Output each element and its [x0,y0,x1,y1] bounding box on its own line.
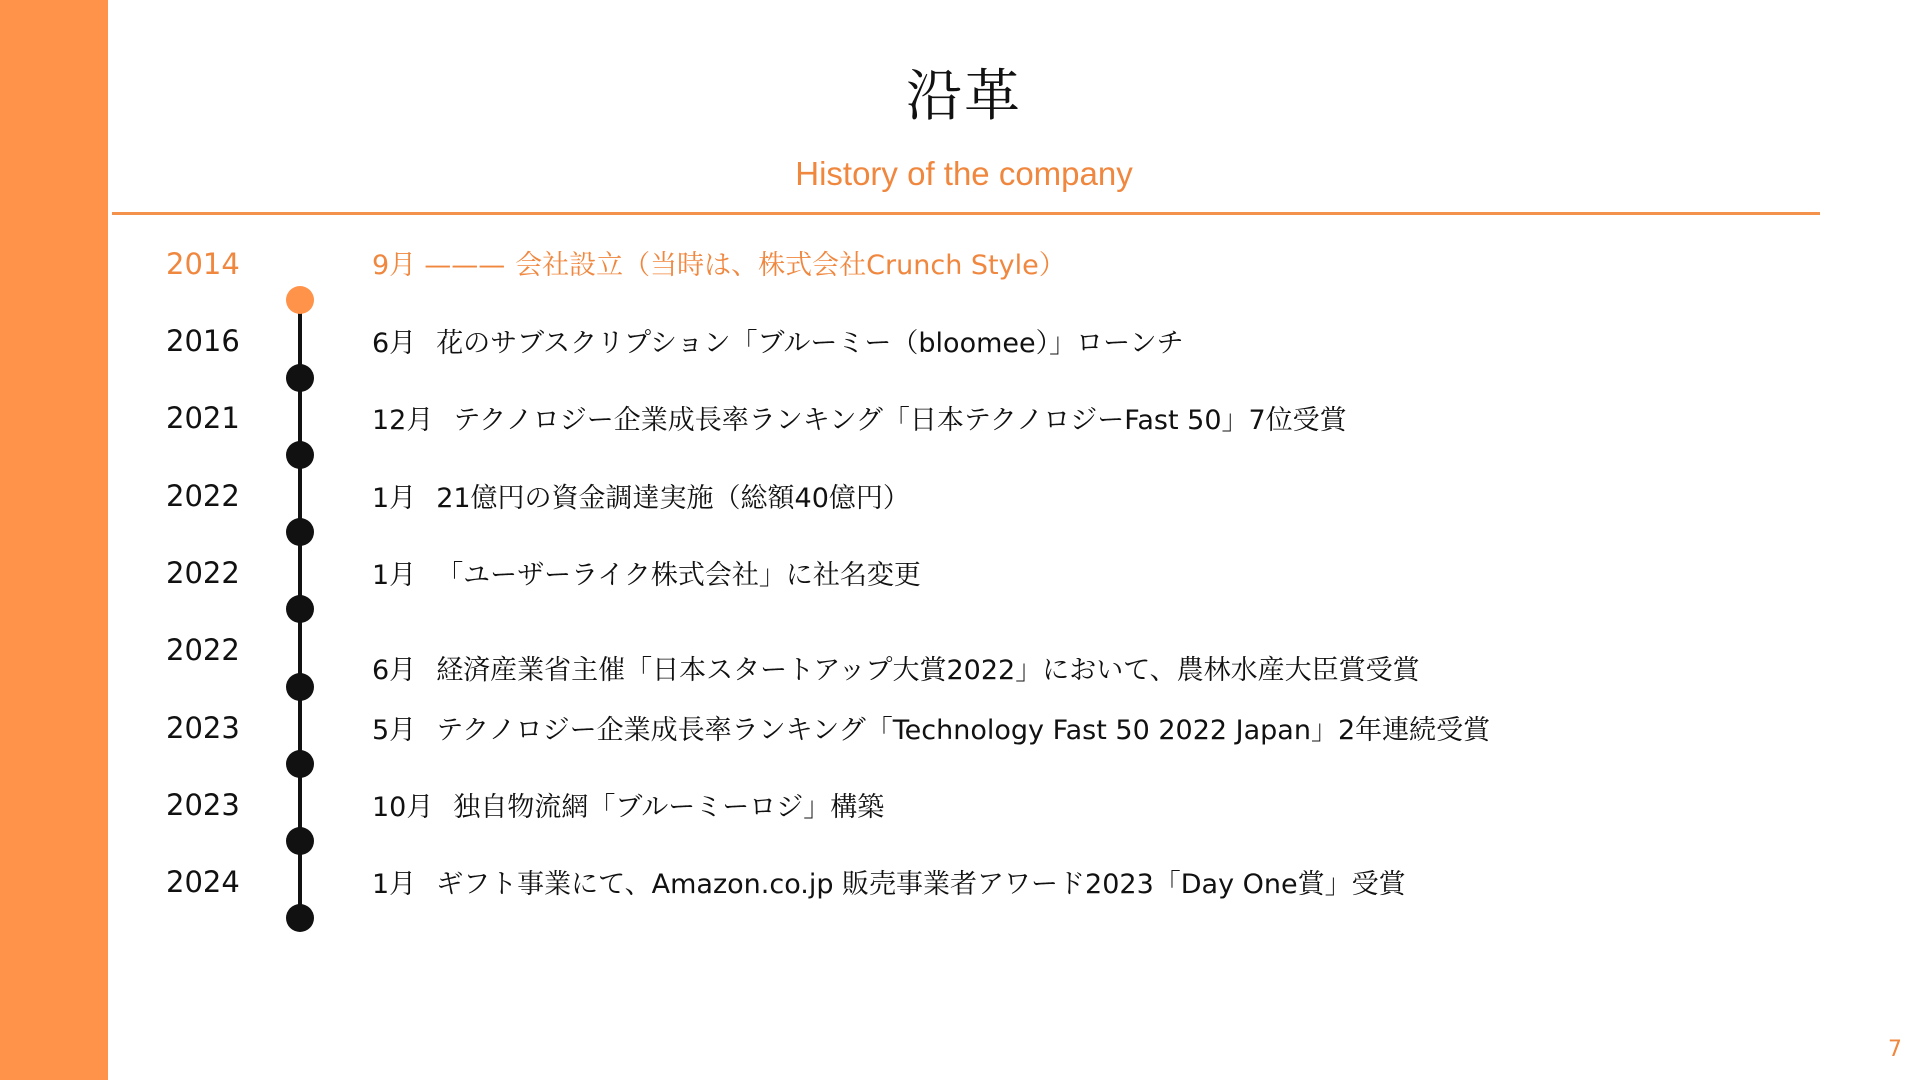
timeline-event [372,481,910,517]
timeline-dot-2022c [286,673,314,701]
event-month: 10月 [372,792,434,823]
timeline-dot-2023b [286,827,314,855]
timeline-event [372,867,1406,903]
timeline-event [372,248,1066,284]
event-month: 1月 [372,560,417,591]
event-text: 花のサブスクリプション「ブルーミー（bloomee）」ローンチ [436,328,1184,359]
timeline-event [372,403,1347,439]
event-month: 5月 [372,715,417,746]
timeline-event [372,326,1184,362]
event-text: テクノロジー企業成長率ランキング「日本テクノロジーFast 50」7位受賞 [453,405,1347,436]
event-text: 会社設立（当時は、株式会社Crunch Style） [515,250,1066,281]
timeline-dot-2014 [286,286,314,314]
slide-subtitle: History of the company [795,155,1133,192]
event-month: 12月 [372,405,434,436]
event-text: 経済産業省主催「日本スタートアップ大賞2022」において、農林水産大臣賞受賞 [436,655,1420,686]
timeline-year: 2023 [166,788,240,822]
timeline-event [372,653,1420,689]
timeline-event [372,713,1490,749]
event-text: 21億円の資金調達実施（総額40億円） [436,483,910,514]
timeline-dot-2023a [286,750,314,778]
side-accent-bar [0,0,108,1080]
event-month: 6月 [372,328,417,359]
event-month: 6月 [372,655,417,686]
event-month: 1月 [372,869,417,900]
event-month: 1月 [372,483,417,514]
event-text: ギフト事業にて、Amazon.co.jp 販売事業者アワード2023「Day One賞」受賞 [436,869,1406,900]
timeline-event [372,558,921,594]
timeline-year: 2024 [166,865,240,899]
event-dash: ——— [424,250,506,281]
event-text: 独自物流網「ブルーミーロジ」構築 [453,792,885,823]
timeline-dot-2022b [286,595,314,623]
slide-title: 沿革 [906,64,1022,129]
event-month: 9月 [372,250,417,281]
timeline-year: 2022 [166,633,240,667]
event-text: 「ユーザーライク株式会社」に社名変更 [436,560,921,591]
timeline-year: 2016 [166,324,240,358]
timeline-dot-2016 [286,364,314,392]
event-text: テクノロジー企業成長率ランキング「Technology Fast 50 2022 Japan」2年連続受賞 [436,715,1491,746]
page-number: 7 [1888,1037,1902,1062]
timeline-year: 2022 [166,556,240,590]
timeline-event [372,790,884,826]
timeline-year: 2023 [166,711,240,745]
timeline-dot-2022a [286,518,314,546]
timeline-dot-2021 [286,441,314,469]
title-divider [112,212,1820,215]
timeline-year: 2022 [166,479,240,513]
timeline-year: 2014 [166,247,240,281]
timeline-dot-2024 [286,904,314,932]
timeline-year: 2021 [166,401,240,435]
